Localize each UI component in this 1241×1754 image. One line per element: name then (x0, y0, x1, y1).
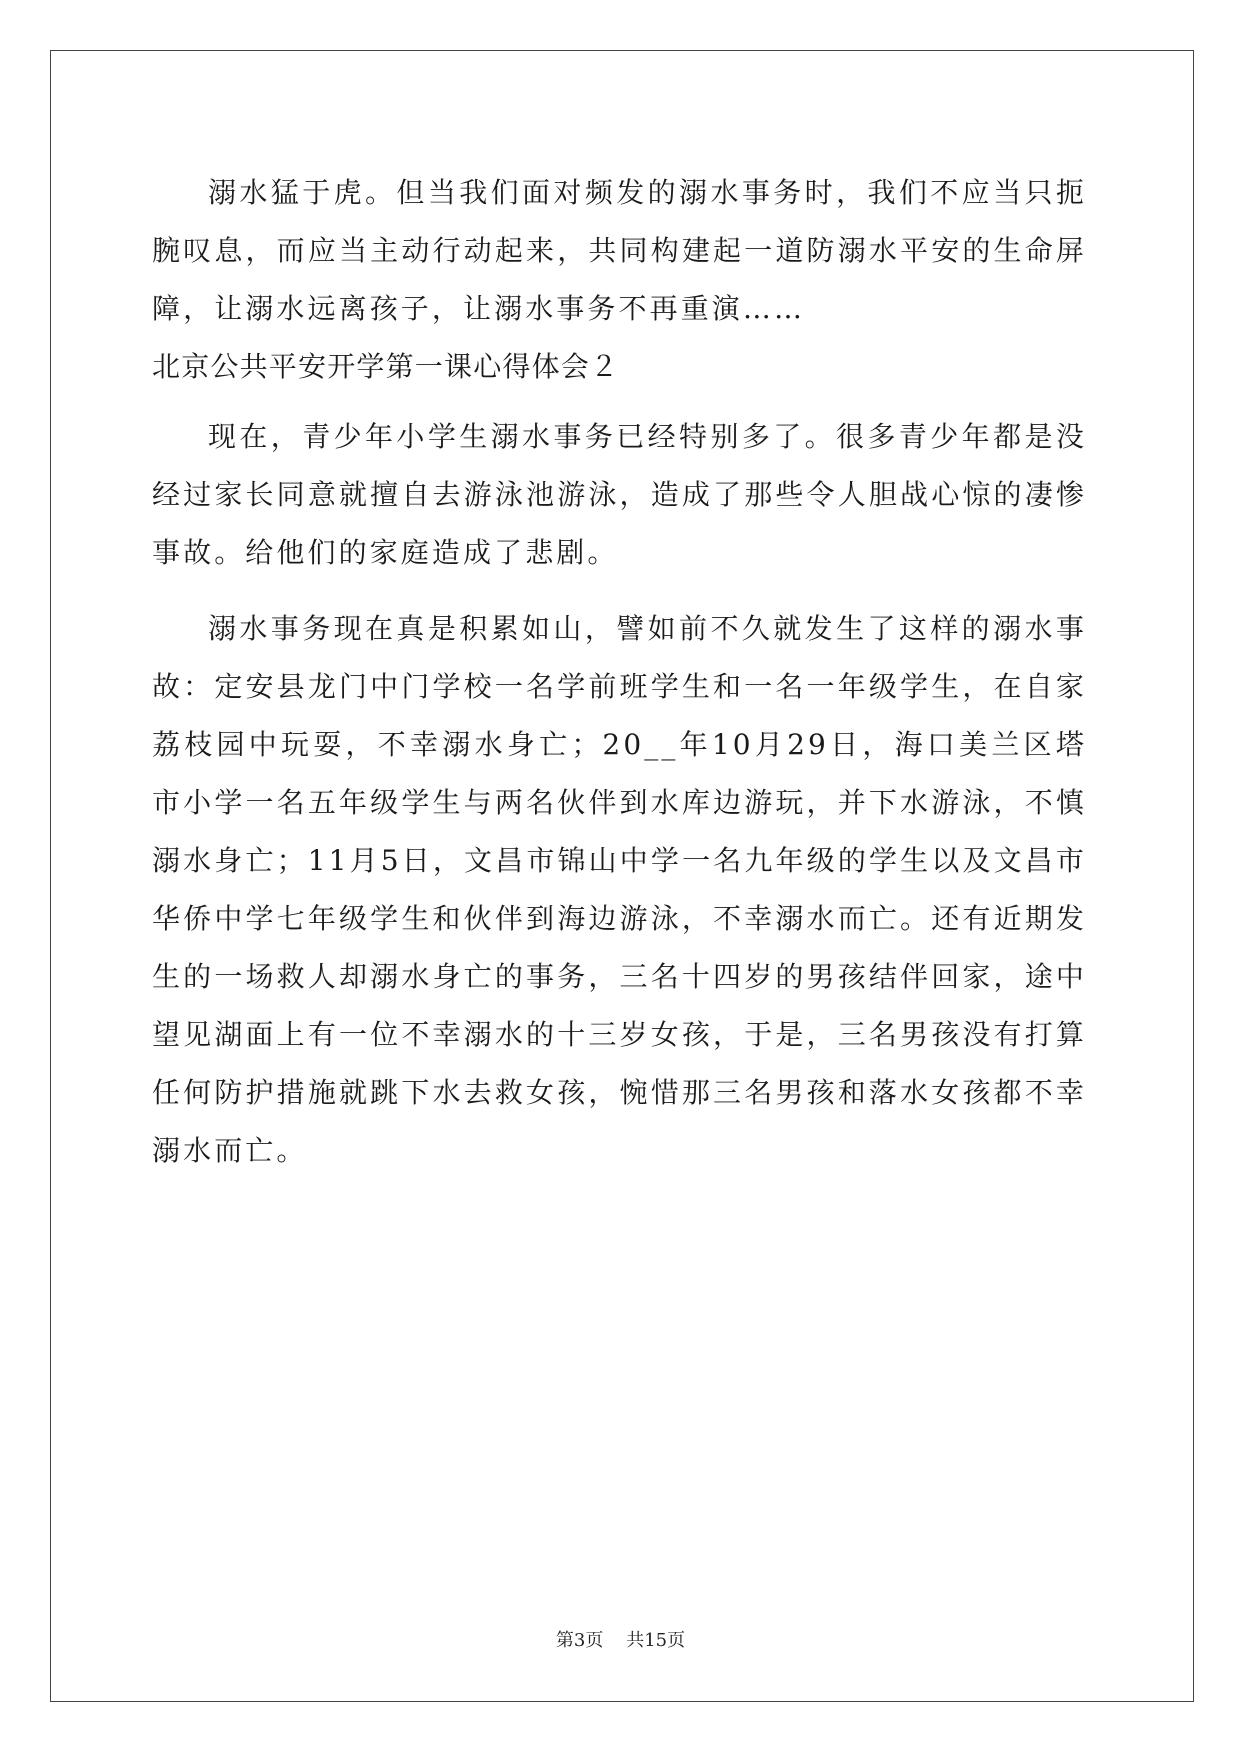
section-title: 北京公共平安开学第一课心得体会２ (152, 350, 620, 383)
paragraph-2: 溺水事务现在真是积累如山，譬如前不久就发生了这样的溺水事故：定安县龙门中门学校一名学前班学生和一名一年级学生，在自家荔枝园中玩耍，不幸溺水身亡；20__年10月29日，海口美兰区塔市小学一名五年级学生与两名伙伴到水库边游玩，并下水游泳，不慎溺水身亡；11月5日，文昌市锦山中学一名九年级的学生以及文昌市华侨中学七年级学生和伙伴到海边游泳，不幸溺水而亡。还有近期发生的一场救人却溺水身亡的事务，三名十四岁的男孩结伴回家，途中望见湖面上有一位不幸溺水的十三岁女孩，于是，三名男孩没有打算任何防护措施就跳下水去救女孩，惋惜那三名男孩和落水女孩都不幸溺水而亡。 (152, 612, 1087, 1167)
page-number-footer: 第3页 共15页 (555, 1630, 686, 1651)
paragraph-intro: 溺水猛于虎。但当我们面对频发的溺水事务时，我们不应当只扼腕叹息，而应当主动行动起来，共同构建起一道防溺水平安的生命屏障，让溺水远离孩子，让溺水事务不再重演…… (152, 176, 1087, 325)
document-body (152, 164, 1087, 1180)
paragraph-1: 现在，青少年小学生溺水事务已经特别多了。很多青少年都是没经过家长同意就擅自去游泳池游泳，造成了那些令人胆战心惊的凄惨事故。给他们的家庭造成了悲剧。 (152, 420, 1087, 569)
